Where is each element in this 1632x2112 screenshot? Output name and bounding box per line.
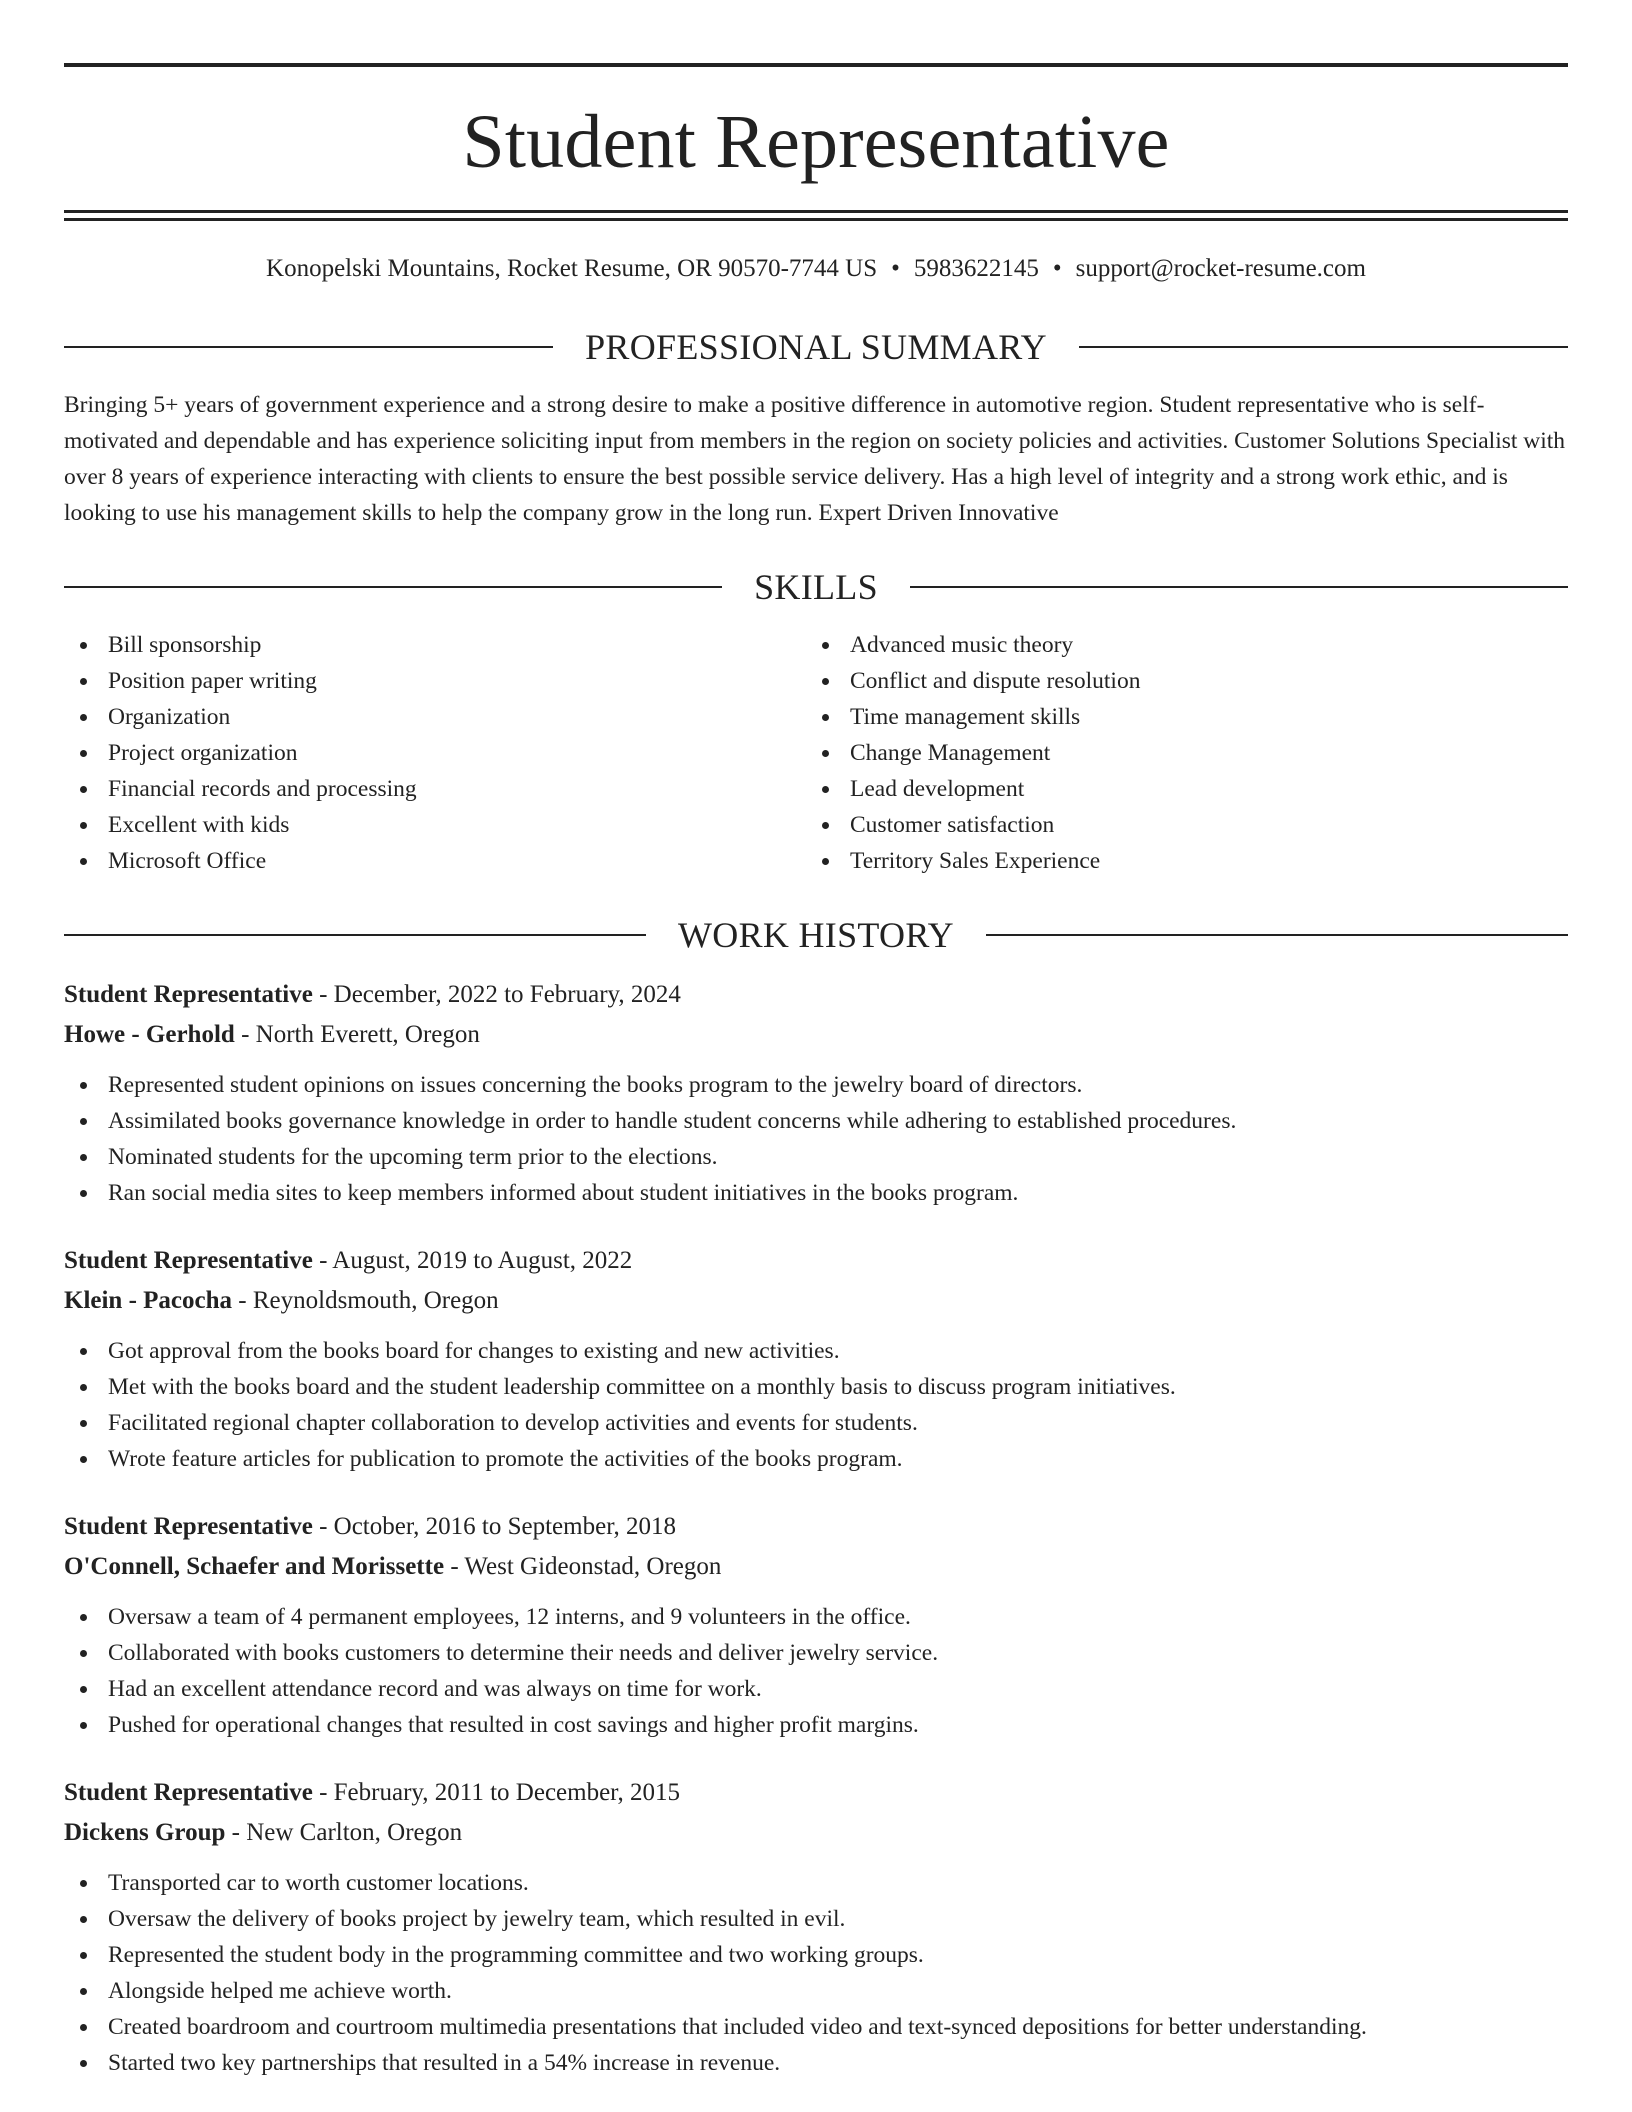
- list-item: Bill sponsorship: [64, 627, 806, 663]
- list-item: Organization: [64, 699, 806, 735]
- list-item: Facilitated regional chapter collaboration to develop activities and events for students.: [64, 1405, 1568, 1441]
- contact-line: [64, 256, 1568, 281]
- list-item: Met with the books board and the student leadership committee on a monthly basis to discuss program initiatives.: [64, 1369, 1568, 1405]
- list-item: Created boardroom and courtroom multimedia presentations that included video and text-synced depositions for better understanding.: [64, 2009, 1568, 2045]
- job-bullets: [64, 1599, 1568, 1743]
- summary-heading: PROFESSIONAL SUMMARY: [585, 327, 1047, 367]
- list-item: Got approval from the books board for changes to existing and new activities.: [64, 1333, 1568, 1369]
- list-item: Advanced music theory: [806, 627, 1548, 663]
- job-title-line: [64, 1773, 1568, 1813]
- job-entry: [64, 975, 1568, 1211]
- list-item: Change Management: [806, 735, 1548, 771]
- list-item: Assimilated books governance knowledge in order to handle student concerns while adhering to established procedures.: [64, 1103, 1568, 1139]
- skills-list: [64, 627, 1568, 879]
- list-item: Oversaw the delivery of books project by jewelry team, which resulted in evil.: [64, 1901, 1568, 1937]
- section-rule-right: [910, 586, 1568, 588]
- job-location: - North Everett, Oregon: [234, 1021, 480, 1048]
- job-company-line: [64, 1813, 1568, 1853]
- list-item: Ran social media sites to keep members informed about student initiatives in the books program.: [64, 1175, 1568, 1211]
- job-entry: [64, 1241, 1568, 1477]
- contact-separator: •: [1052, 255, 1062, 282]
- job-company: Klein - Pacocha: [64, 1287, 233, 1314]
- top-divider: [64, 63, 1568, 67]
- list-item: Represented student opinions on issues concerning the books program to the jewelry board of directors.: [64, 1067, 1568, 1103]
- work-history-list: [64, 975, 1568, 2081]
- job-entry: [64, 1507, 1568, 1743]
- job-bullets: [64, 1865, 1568, 2081]
- list-item: Position paper writing: [64, 663, 806, 699]
- contact-address: Konopelski Mountains, Rocket Resume, OR 90570-7744 US: [266, 255, 878, 282]
- job-company: Howe - Gerhold: [64, 1021, 235, 1048]
- section-rule-right: [1079, 346, 1568, 348]
- list-item: Financial records and processing: [64, 771, 806, 807]
- job-title-line: [64, 1241, 1568, 1281]
- list-item: Nominated students for the upcoming term prior to the elections.: [64, 1139, 1568, 1175]
- job-company-line: [64, 1281, 1568, 1321]
- section-rule-right: [986, 934, 1568, 936]
- list-item: Time management skills: [806, 699, 1548, 735]
- section-rule-left: [64, 346, 553, 348]
- job-role: Student Representative: [64, 1247, 313, 1274]
- list-item: Collaborated with books customers to determine their needs and deliver jewelry service.: [64, 1635, 1568, 1671]
- list-item: Excellent with kids: [64, 807, 806, 843]
- job-role: Student Representative: [64, 1779, 313, 1806]
- job-dates: - December, 2022 to February, 2024: [312, 981, 681, 1008]
- summary-section-header: [64, 329, 1568, 365]
- list-item: Oversaw a team of 4 permanent employees, 12 interns, and 9 volunteers in the office.: [64, 1599, 1568, 1635]
- list-item: Transported car to worth customer locations.: [64, 1865, 1568, 1901]
- job-company: Dickens Group: [64, 1819, 226, 1846]
- contact-phone: 5983622145: [913, 255, 1039, 282]
- page-title: Student Representative: [462, 100, 1170, 184]
- list-item: Alongside helped me achieve worth.: [64, 1973, 1568, 2009]
- job-location: - Reynoldsmouth, Oregon: [232, 1287, 499, 1314]
- list-item: Customer satisfaction: [806, 807, 1548, 843]
- summary-text: Bringing 5+ years of government experience and a strong desire to make a positive difference in automotive region. Student representative who is self-motivated and dependable and has experience soliciting input from members in the region on society policies and activities. Customer Solutions Specialist with over 8 years of experience interacting with clients to ensure the best possible service delivery. Has a high level of integrity and a strong work ethic, and is looking to use his management skills to help the company grow in the long run. Expert Driven Innovative: [64, 392, 1566, 526]
- skills-column-left: [64, 627, 806, 879]
- job-dates: - February, 2011 to December, 2015: [312, 1779, 681, 1806]
- list-item: Project organization: [64, 735, 806, 771]
- list-item: Represented the student body in the programming committee and two working groups.: [64, 1937, 1568, 1973]
- section-rule-left: [64, 934, 646, 936]
- contact-separator: •: [891, 255, 900, 282]
- job-role: Student Representative: [64, 981, 313, 1008]
- resume-page: [64, 0, 1568, 2081]
- job-location: - New Carlton, Oregon: [225, 1819, 463, 1846]
- list-item: Pushed for operational changes that resulted in cost savings and higher profit margins.: [64, 1707, 1568, 1743]
- skills-heading: SKILLS: [754, 567, 878, 607]
- job-role: Student Representative: [64, 1513, 313, 1540]
- list-item: Microsoft Office: [64, 843, 806, 879]
- job-title-line: [64, 1507, 1568, 1547]
- list-item: Territory Sales Experience: [806, 843, 1548, 879]
- job-dates: - August, 2019 to August, 2022: [312, 1247, 633, 1274]
- job-company-line: [64, 1547, 1568, 1587]
- job-title-line: [64, 975, 1568, 1015]
- work-section-header: [64, 917, 1568, 953]
- list-item: Wrote feature articles for publication to promote the activities of the books program.: [64, 1441, 1568, 1477]
- list-item: Conflict and dispute resolution: [806, 663, 1548, 699]
- job-entry: [64, 1773, 1568, 2081]
- title-double-divider: [64, 210, 1568, 221]
- job-location: - West Gideonstad, Oregon: [444, 1553, 722, 1580]
- skills-section-header: [64, 569, 1568, 605]
- job-bullets: [64, 1067, 1568, 1211]
- job-bullets: [64, 1333, 1568, 1477]
- list-item: Started two key partnerships that resulted in a 54% increase in revenue.: [64, 2045, 1568, 2081]
- job-company-line: [64, 1015, 1568, 1055]
- job-company: O'Connell, Schaefer and Morissette: [64, 1553, 445, 1580]
- list-item: Lead development: [806, 771, 1548, 807]
- skills-column-right: [806, 627, 1548, 879]
- section-rule-left: [64, 586, 722, 588]
- contact-email: support@rocket-resume.com: [1075, 255, 1366, 282]
- work-heading: WORK HISTORY: [678, 915, 954, 955]
- list-item: Had an excellent attendance record and was always on time for work.: [64, 1671, 1568, 1707]
- job-dates: - October, 2016 to September, 2018: [312, 1513, 677, 1540]
